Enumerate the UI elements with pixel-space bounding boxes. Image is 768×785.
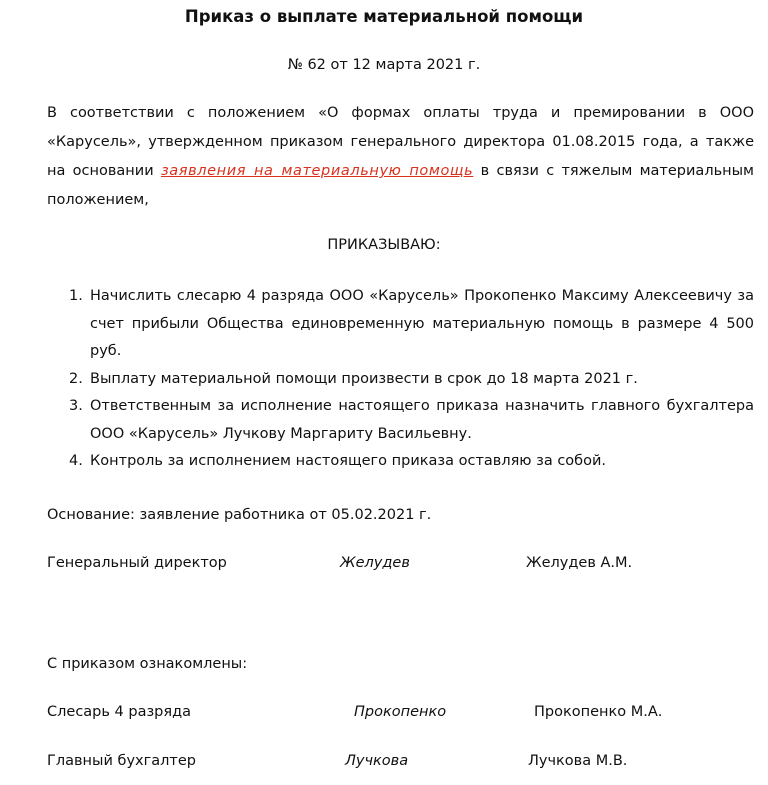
- list-item-text: Ответственным за исполнение настоящего приказа назначить главного бухгалтера ООО «Карусель» Лучкову Маргариту Васильевну.: [90, 398, 754, 442]
- employee-role: Слесарь 4 разряда: [47, 704, 192, 720]
- employee-signature: Прокопенко: [354, 704, 447, 720]
- acknowledgement-row: [0, 749, 768, 773]
- list-item-text: Контроль за исполнением настоящего приказа оставляю за собой.: [90, 453, 607, 469]
- list-item-number: 1.: [69, 288, 83, 304]
- list-item-number: 2.: [69, 370, 83, 387]
- accountant-signature: Лучкова: [345, 753, 409, 769]
- list-item-text: Начислить слесарю 4 разряда ООО «Карусель» Прокопенко Максиму Алексеевичу за счет прибыли Общества единовременную материальную помощь в размере 4 500 руб.: [90, 288, 754, 359]
- director-name: Желудев А.М.: [526, 555, 633, 571]
- order-heading: ПРИКАЗЫВАЮ:: [327, 237, 441, 253]
- acknowledged-label: С приказом ознакомлены:: [47, 656, 248, 672]
- director-role: Генеральный директор: [47, 555, 227, 571]
- accountant-name: Лучкова М.В.: [528, 753, 628, 769]
- preamble-paragraph: [47, 99, 754, 215]
- list-item: [47, 366, 754, 394]
- application-link[interactable]: заявления на материальную помощь: [160, 163, 474, 179]
- preamble-text-start: В соответствии с положением «О формах оплаты труда и премировании в ООО «Карусель», утвержденном приказом генерального директора 01.08.2015 года, а также на основании: [47, 105, 754, 179]
- order-number-line: № 62 от 12 марта 2021 г.: [287, 57, 481, 73]
- list-item-number: 4.: [69, 453, 83, 469]
- director-signature-row: [0, 551, 768, 575]
- director-signature: Желудев: [340, 555, 410, 571]
- acknowledgement-row: [0, 700, 768, 724]
- list-item-text: Выплату материальной помощи произвести в срок до 18 марта 2021 г.: [90, 370, 638, 387]
- list-item: [47, 448, 754, 476]
- list-item: [47, 283, 754, 366]
- order-items-list: [47, 283, 754, 476]
- list-item: [47, 393, 754, 448]
- list-item-number: 3.: [69, 398, 83, 414]
- accountant-role: Главный бухгалтер: [47, 753, 196, 769]
- preamble-text-end: в связи с тяжелым материальным положением,: [47, 163, 754, 208]
- basis-line: Основание: заявление работника от 05.02.2021 г.: [47, 507, 432, 523]
- document-title: Приказ о выплате материальной помощи: [184, 7, 584, 26]
- employee-name: Прокопенко М.А.: [534, 704, 663, 720]
